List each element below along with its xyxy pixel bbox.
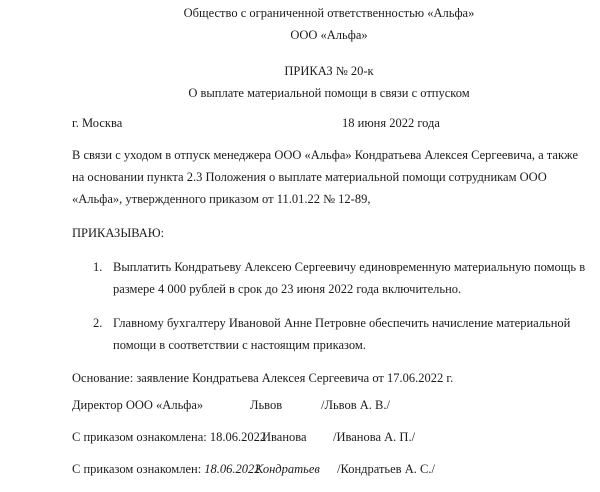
signature-transcript: /Иванова А. П./ [333, 430, 416, 444]
signature-label: Директор ООО «Альфа» [72, 398, 204, 412]
list-item-text: Главному бухгалтеру Ивановой Анне Петровне обеспечить начисление материальной помощи в соответствии с настоящим приказом. [113, 316, 571, 352]
org-name-short: ООО «Альфа» [290, 28, 368, 42]
signature-row-accountant [72, 426, 586, 448]
city-label: г. Москва [72, 116, 123, 130]
signature-row-director [72, 394, 586, 416]
order-word: ПРИКАЗЫВАЮ: [72, 226, 165, 240]
document-title: ПРИКАЗ № 20-к [284, 64, 374, 78]
list-item-number: 2. [93, 316, 103, 330]
signature-label: С приказом ознакомлена: 18.06.2022 [72, 430, 267, 444]
list-item [72, 312, 586, 356]
list-item-number: 1. [93, 260, 103, 274]
signature-handwriting: Иванова [262, 430, 307, 444]
signature-transcript: /Львов А. В./ [321, 398, 390, 412]
basis-line: Основание: заявление Кондратьева Алексея Сергеевича от 17.06.2022 г. [72, 371, 454, 385]
list-item-text: Выплатить Кондратьеву Алексею Сергеевичу единовременную материальную помощь в размере 4 000 рублей в срок до 23 июня 2022 года включительно. [113, 260, 586, 296]
org-name-full: Общество с ограниченной ответственностью «Альфа» [183, 6, 475, 20]
document-date: 18 июня 2022 года [342, 116, 440, 130]
signature-label: С приказом ознакомлен: [72, 462, 202, 476]
signature-transcript: /Кондратьев А. С./ [337, 462, 435, 476]
order-items-list [72, 256, 586, 356]
signature-handwriting: Львов [250, 398, 283, 412]
document-subtitle: О выплате материальной помощи в связи с отпуском [188, 86, 470, 100]
place-date-row [72, 112, 586, 134]
signature-date-value: 18.06.2022 [204, 462, 261, 476]
signature-handwriting: Кондратьев [255, 462, 320, 476]
list-item [72, 256, 586, 300]
signature-row-employee [72, 458, 586, 480]
preamble-paragraph: В связи с уходом в отпуск менеджера ООО «Альфа» Кондратьева Алексея Сергеевича, а также на основании пункта 2.3 Положения о выплате материальной помощи сотрудникам ООО «Альфа», утвержденного приказом от 11.01.22 № 12-89, [72, 148, 579, 206]
